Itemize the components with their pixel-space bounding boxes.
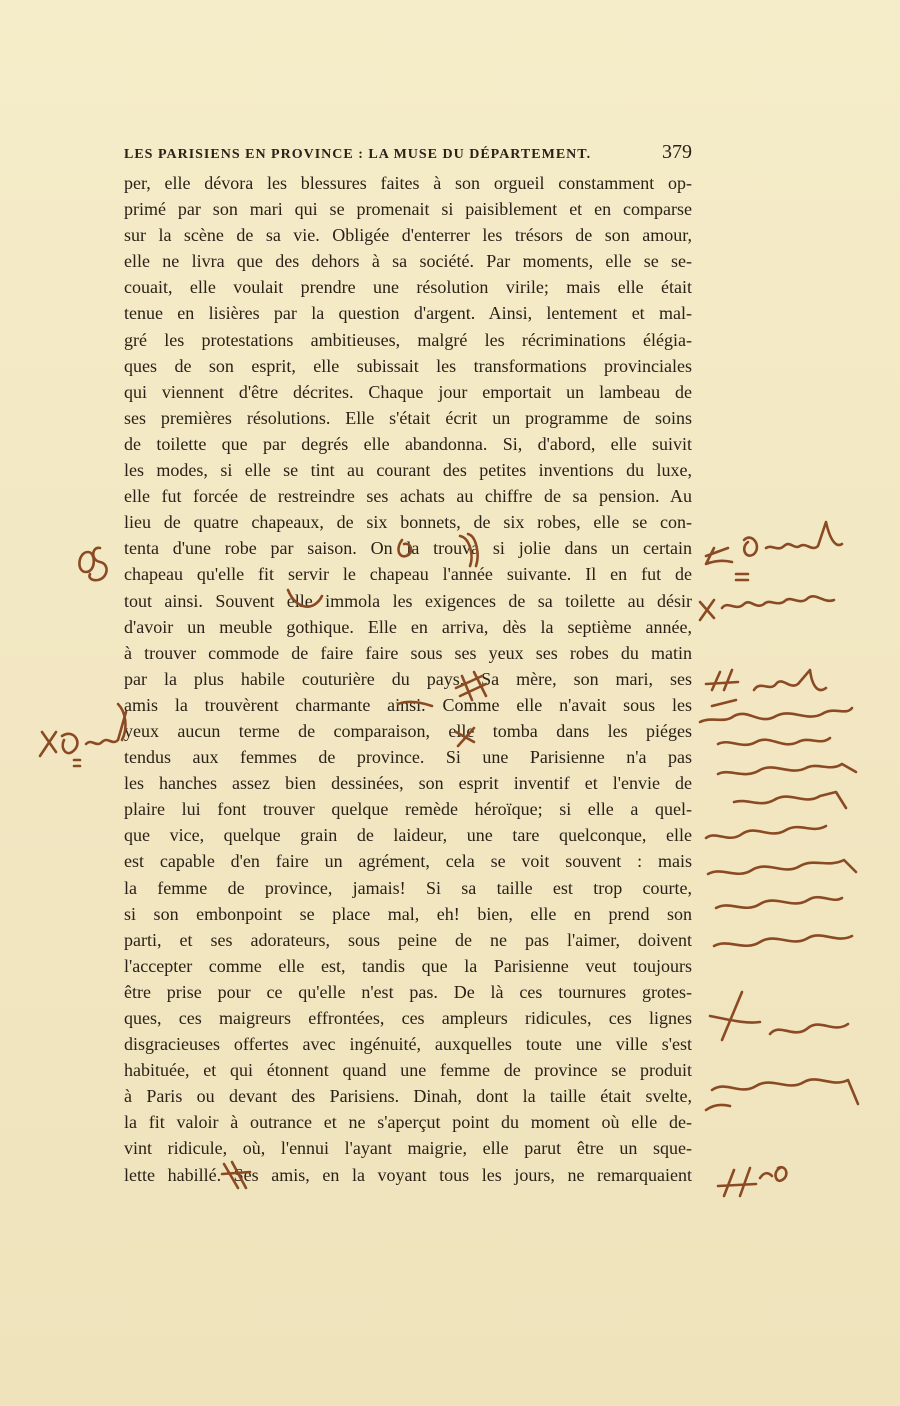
text-line: à Paris ou devant des Parisiens. Dinah, dont la taille était svelte, [124, 1086, 692, 1107]
running-head [124, 141, 692, 164]
text-line: à trouver commode de faire faire sous ses yeux ses robes du matin [124, 642, 692, 663]
text-line: disgracieuses offertes avec ingénuité, auxquelles toute une ville s'est [124, 1034, 692, 1055]
text-line: lette habillé. Ses amis, en la voyant tous les jours, ne remarquaient [124, 1164, 692, 1185]
text-line: qui viennent d'être décrites. Chaque jour emportait un lambeau de [124, 381, 692, 402]
right-margin-note-4 [700, 708, 856, 946]
text-line: vint ridicule, où, l'ennui l'ayant maigrie, elle parut être un sque- [124, 1138, 692, 1159]
text-line: d'avoir un meuble gothique. Elle en arriva, dès la septième année, [124, 616, 692, 637]
right-margin-note-2 [700, 596, 834, 620]
text-line: plaire lui font trouver quelque remède héroïque; si elle a quel- [124, 799, 692, 820]
text-line: tendus aux femmes de province. Si une Parisienne n'a pas [124, 747, 692, 768]
text-line: yeux aucun terme de comparaison, elle tomba dans les piéges [124, 720, 692, 741]
text-line: primé par son mari qui se promenait si paisiblement et en comparse [124, 199, 692, 220]
text-line: que vice, quelque grain de laideur, une tare quelconque, elle [124, 825, 692, 846]
text-line: de toilette que par degrés elle abandonna. Si, d'abord, elle suivit [124, 433, 692, 454]
right-margin-note-5 [706, 992, 858, 1110]
running-title: LES PARISIENS EN PROVINCE : LA MUSE DU DÉPARTEMENT. [124, 147, 592, 162]
text-line: elle fut forcée de restreindre ses achats au chiffre de sa pension. Au [124, 486, 692, 507]
text-line: ques de son esprit, elle subissait les transformations provinciales [124, 355, 692, 376]
text-line: ques, ces maigreurs effrontées, ces ampleurs ridicules, ces lignes [124, 1008, 692, 1028]
text-line: couait, elle voulait prendre une résolution virile; mais elle était [124, 277, 692, 298]
text-line: si son embonpoint se place mal, eh! bien, elle en prend son [124, 903, 692, 924]
text-line: chapeau qu'elle fit servir le chapeau l'année suivante. Il en fut de [124, 564, 692, 585]
text-line: tout ainsi. Souvent elle immola les exigences de sa toilette au désir [124, 590, 692, 611]
right-margin-note-1 [706, 522, 842, 580]
text-line: la fit valoir à outrance et ne s'aperçut point du moment où elle de- [124, 1112, 692, 1133]
body-text [124, 170, 692, 1188]
right-margin-note-3 [706, 670, 826, 706]
text-line: est capable d'en faire un agrément, cela se voit souvent : mais [124, 851, 692, 872]
text-line: gré les protestations ambitieuses, malgré les récriminations élégia- [124, 329, 692, 350]
left-margin-mark-dinah [40, 712, 126, 766]
left-margin-mark-08 [79, 548, 106, 580]
text-line: parti, et ses adorateurs, sous peine de ne pas l'aimer, doivent [124, 929, 692, 950]
text-line: les hanches assez bien dessinées, son esprit inventif et l'envie de [124, 773, 692, 794]
right-margin-note-6 [718, 1167, 786, 1196]
text-line: tenta d'une robe par saison. On la trouva si jolie dans un certain [124, 538, 692, 559]
text-line: tenue en lisières par la question d'argent. Ainsi, lentement et mal- [124, 303, 692, 324]
text-line: amis la trouvèrent charmante ainsi. Comme elle n'avait sous les [124, 694, 692, 715]
text-line: lieu de quatre chapeaux, de six bonnets, de six robes, elle se con- [124, 512, 692, 533]
text-line: les modes, si elle se tint au courant des petites inventions du luxe, [124, 460, 692, 481]
text-line: elle ne livra que des dehors à sa société. Par moments, elle se se- [124, 251, 692, 272]
text-line: habituée, et qui étonnent quand une femme de province se produit [124, 1060, 692, 1081]
text-line: sur la scène de sa vie. Obligée d'enterrer les trésors de son amour, [124, 225, 692, 246]
text-line: la femme de province, jamais! Si sa taille est trop courte, [124, 877, 692, 898]
page-number: 379 [662, 141, 692, 163]
text-line: l'accepter comme elle est, tandis que la Parisienne veut toujours [124, 955, 692, 976]
text-line: per, elle dévora les blessures faites à son orgueil constamment op- [124, 173, 692, 193]
text-line: ses premières résolutions. Elle s'était écrit un programme de soins [124, 407, 692, 428]
text-line: par la plus habile couturière du pays. Sa mère, son mari, ses [124, 668, 692, 689]
text-line: être prise pour ce qu'elle n'est pas. De là ces tournures grotes- [124, 981, 692, 1002]
